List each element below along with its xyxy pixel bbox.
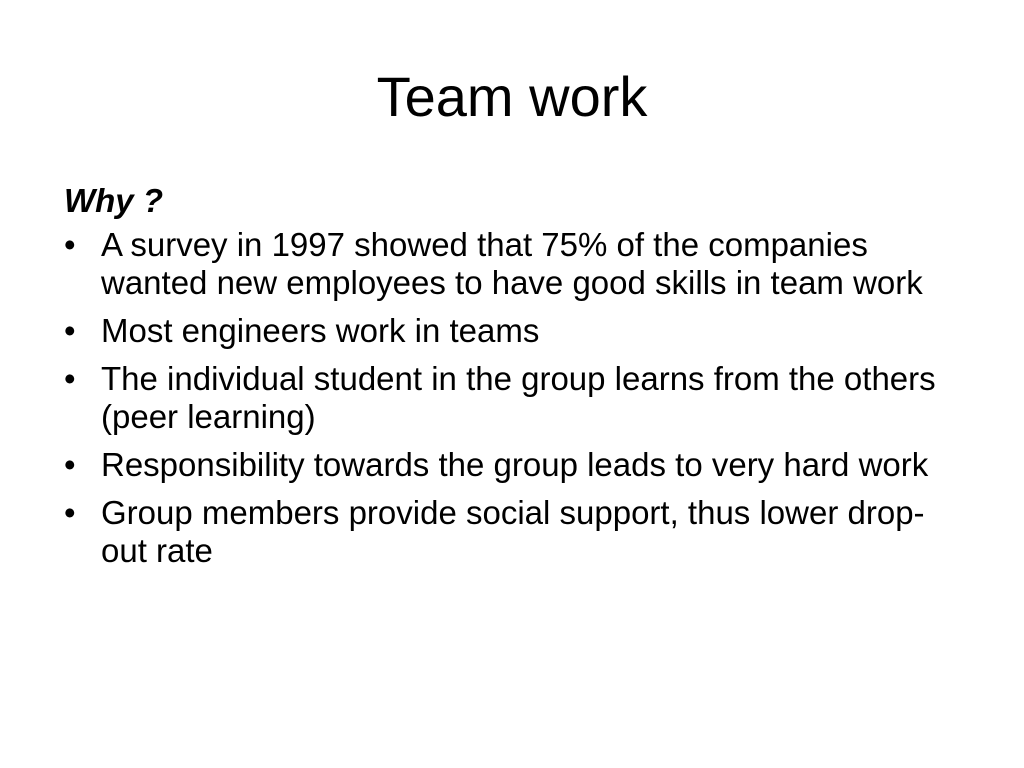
bullet-text: Responsibility towards the group leads to very hard work xyxy=(101,446,929,483)
bullet-icon: • xyxy=(64,446,76,483)
bullet-icon: • xyxy=(64,494,76,531)
bullet-list xyxy=(64,226,964,570)
bullet-text: The individual student in the group learns from the others (peer learning) xyxy=(101,360,936,435)
slide-content xyxy=(64,180,964,580)
bullet-item xyxy=(64,226,964,302)
slide-title: Team work xyxy=(376,65,648,128)
bullet-item xyxy=(64,446,964,484)
slide-subheading: Why ? xyxy=(64,182,163,219)
bullet-icon: • xyxy=(64,312,76,349)
bullet-icon: • xyxy=(64,226,76,263)
bullet-text: Group members provide social support, thus lower drop-out rate xyxy=(101,494,925,569)
bullet-text: A survey in 1997 showed that 75% of the companies wanted new employees to have good skills in team work xyxy=(101,226,923,301)
bullet-icon: • xyxy=(64,360,76,397)
bullet-item xyxy=(64,494,964,570)
bullet-text: Most engineers work in teams xyxy=(101,312,540,349)
bullet-item xyxy=(64,312,964,350)
bullet-item xyxy=(64,360,964,436)
